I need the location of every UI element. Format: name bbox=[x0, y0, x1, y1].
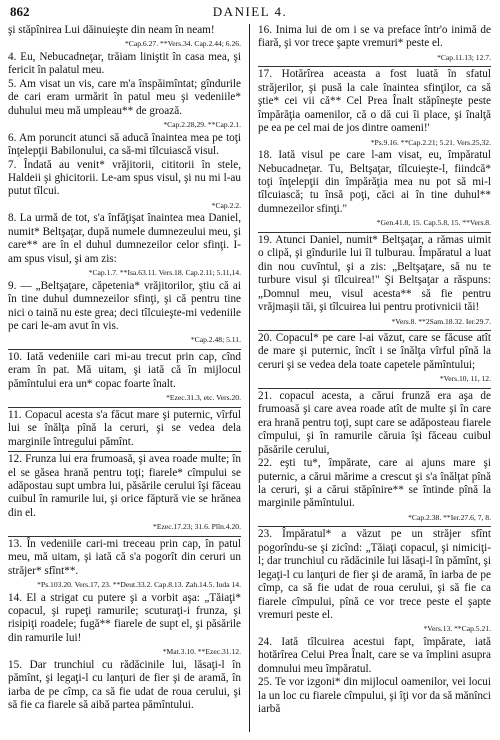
verse-20: 20. Copacul* pe care l-ai văzut, care se făcuse atît de mare şi puternic, încît i se înălţa vîrful pînă la ceruri şi se vedea dela toate capetele pămîntului; bbox=[258, 331, 491, 371]
page-number: 862 bbox=[10, 4, 30, 19]
verse-separator bbox=[258, 66, 491, 67]
verse-21: 21. copacul acesta, a cărui frunză era aşa de frumoasă şi care avea roade atît de multe şi în care era hrană pentru toţi, supt care se adăposteau fiarele cîmpului, şi în ramurile căruia îşi făceau cuibul păsările cerului, bbox=[258, 389, 491, 456]
page-header bbox=[10, 4, 490, 22]
verse-separator bbox=[258, 526, 491, 527]
verse-15: 15. Dar trunchiul cu rădăcinile lui, lăsaţi-l în pămînt, şi legaţi-l cu lanţuri de fier şi de aramă, în iarba de pe cîmp, ca să fie udat de roua cerului, şi să fie ca fiarele să aibă partea pămîntului. bbox=[8, 658, 241, 712]
verse-18: 18. Iată visul pe care l-am visat, eu, împăratul Nebucadneţar. Tu, Beltşaţar, tîlcuieşte-l, fiindcă* toţi înţelepţii din împărăţia mea nu pot să mi-l tîlcuiască; tu însă poţi, căci ai în tine duhul** dumnezeilor sfinţi." bbox=[258, 149, 491, 215]
cross-reference: *Vers.10, 11, 12. bbox=[439, 374, 491, 384]
verse-separator bbox=[258, 232, 491, 233]
cross-reference: *Vers.8. **2Sam.18.32. Ier.29.7. bbox=[391, 316, 491, 326]
verse-12: 12. Frunza lui era frumoasă, şi avea roade multe; în el se găsea hrană pentru toţi; fiarele* cîmpului se adăpostau supt umbra lui, păsările cerului îşi făceau cuibul în ramurile lui, şi orice făptură vie se hrănea din el. bbox=[8, 453, 241, 519]
cross-reference: *Cap.2.48; 5.11. bbox=[190, 335, 241, 345]
cross-reference: *Gen.41.8, 15. Cap.5.8, 15. **Vers.8. bbox=[376, 218, 491, 228]
verse-3-end: şi stăpînirea Lui dăinuieşte din neam în neam! bbox=[8, 24, 215, 36]
cross-reference: *Ps.9.16. **Cap.2.21; 5.21. Vers.25,32. bbox=[370, 137, 491, 147]
verse-17: 17. Hotărîrea aceasta a fost luată în sfatul străjerilor, şi pusă la cale înaintea sfinţilor, ca să ştie* cei vii că** Cel Prea Înalt stăpîneşte peste împărăţia oamenilor, că o dă cui îi place, şi înalţă pe ea pe cel mai de jos dintre oameni!' bbox=[258, 68, 491, 135]
cross-reference: *Mat.3.10. **Ezec.31.12. bbox=[162, 647, 241, 657]
verse-8: 8. La urmă de tot, s'a înfăţişat înaintea mea Daniel, numit* Beltşaţar, după numele dumnezeului meu, şi care** are în el duhul dumnezeilor celor sfinţi. I-am spus visul, şi am zis: bbox=[8, 212, 241, 265]
verse-5: 5. Am visat un vis, care m'a înspăimîntat; gîndurile de cari eram urmărit în patul meu şi vedeniile* duhului meu mă umpleau** de groază. bbox=[8, 77, 241, 117]
verse-23: 23. Împăratul* a văzut pe un străjer sfînt pogorîndu-se şi zicînd: „Tăiaţi copacul, şi nimiciţi-l; dar trunchiul cu rădăcinile lui lăsaţi-l în pămînt, şi legaţi-l cu lanţuri de fier şi de aramă, în iarba de pe cîmp, ca să fie udat de roua cerului, şi să fie ca fiarele cîmpului, pînă ce vor trece peste el şapte vremuri peste el. bbox=[258, 528, 492, 622]
left-column bbox=[8, 24, 241, 713]
verse-7: 7. Îndată au venit* vrăjitorii, cititorii în stele, Haldeii şi ghicitorii. Le-am spus visul, şi nu mi l-au putut tîlcui. bbox=[8, 158, 241, 198]
cross-reference: *Cap.2.28,29. **Cap.2.1. bbox=[163, 120, 241, 130]
verse-separator bbox=[8, 349, 241, 350]
verse-22: 22. eşti tu*, împărate, care ai ajuns mare şi puternic, a cărui mărime a crescut şi s'a înălţat pînă la ceruri, şi a cărui stăpînire** se întinde pînă la marginile pămîntului. bbox=[258, 457, 491, 510]
verse-separator bbox=[8, 407, 241, 408]
verse-9: 9. — „Beltşaţare, căpetenia* vrăjitorilor, ştiu că ai în tine duhul dumnezeilor sfinţi, şi că pentru tine nici o taină nu este grea; deci tîlcuieşte-mi vedeniile pe cari le-am avut în vis. bbox=[8, 279, 241, 332]
verse-6: 6. Am poruncit atunci să aducă înaintea mea pe toţi înţelepţii Babilonului, ca să-mi tîlcuiască visul. bbox=[8, 131, 241, 158]
cross-reference: *Cap.1.7. **Isa.63.11. Vers.18. Cap.2.11; 5.11,14. bbox=[88, 268, 241, 278]
verse-16: 16. Inima lui de om i se va preface într'o inimă de fiară, şi vor trece şapte vremuri* peste el. bbox=[258, 24, 491, 50]
verse-separator bbox=[8, 536, 241, 537]
verse-4: 4. Eu, Nebucadneţar, trăiam liniştit în casa mea, şi fericit în palatul meu. bbox=[8, 50, 241, 77]
verse-10: 10. Iată vedeniile cari mi-au trecut prin cap, cînd eram în pat. Mă uitam, şi iată că în mijlocul pămîntului era un* copac foarte înalt. bbox=[8, 350, 241, 390]
verse-25: 25. Te vor izgoni* din mijlocul oamenilor, vei locui la un loc cu fiarele cîmpului, şi îţi vor da să mănînci iarbă bbox=[258, 676, 492, 716]
verse-separator bbox=[8, 451, 241, 452]
cross-reference: *Ps.103.20. Vers.17, 23. **Deut.33.2. Cap.8.13. Zah.14.5. Iuda 14. bbox=[37, 580, 241, 590]
cross-reference: *Cap.6.27. **Vers.34. Cap.2.44; 6.26. bbox=[124, 39, 241, 49]
cross-reference: *Ezec.31.3, etc. Vers.20. bbox=[166, 393, 241, 403]
verse-11: 11. Copacul acesta s'a făcut mare şi puternic, vîrful lui se înălţa pînă la ceruri, şi se vedea dela marginile întregului pămînt. bbox=[8, 408, 241, 448]
verse-24: 24. Iată tîlcuirea acestui fapt, împărate, iată hotărîrea Celui Prea Înalt, care se va împlini asupra domnului meu împăratul. bbox=[258, 635, 491, 675]
column-divider bbox=[249, 24, 250, 732]
cross-reference: *Cap.2.38. **Ier.27.6, 7, 8. bbox=[408, 512, 491, 522]
cross-reference: *Cap.11.13; 12.7. bbox=[437, 52, 491, 62]
verse-separator bbox=[258, 388, 491, 389]
cross-reference: *Vers.13. **Cap.5.21. bbox=[423, 624, 491, 634]
cross-reference: *Cap.2.2. bbox=[211, 200, 241, 210]
verse-separator bbox=[258, 330, 491, 331]
verse-19: 19. Atunci Daniel, numit* Beltşaţar, a rămas uimit o clipă, şi gîndurile lui îl tulburau. Împăratul a luat din nou cuvîntul, şi a zis: „Beltşaţare, să nu te turbure visul şi tîlcuirea!" Şi Beltşaţar a răspuns: „Domnul meu, visul acesta** să fie pentru vrăjmaşii tăi, şi tîlcuirea lui pentru protivnicii tăi! bbox=[258, 233, 491, 314]
cross-reference: *Ezec.17.23; 31.6. Plîn.4.20. bbox=[153, 522, 241, 532]
right-column bbox=[258, 24, 491, 717]
running-head: DANIEL 4. bbox=[212, 4, 288, 19]
verse-13: 13. În vedeniile cari-mi treceau prin cap, în patul meu, mă uitam, şi iată că s'a pogorît din ceruri un străjer* sfînt**. bbox=[8, 537, 241, 577]
verse-14: 14. El a strigat cu putere şi a vorbit aşa: „Tăiaţi* copacul, şi rupeţi ramurile; scuturaţi-i frunza, şi risipiţi roadele; fugă** fiarele de supt el, şi păsările din ramurile lui! bbox=[8, 591, 241, 644]
